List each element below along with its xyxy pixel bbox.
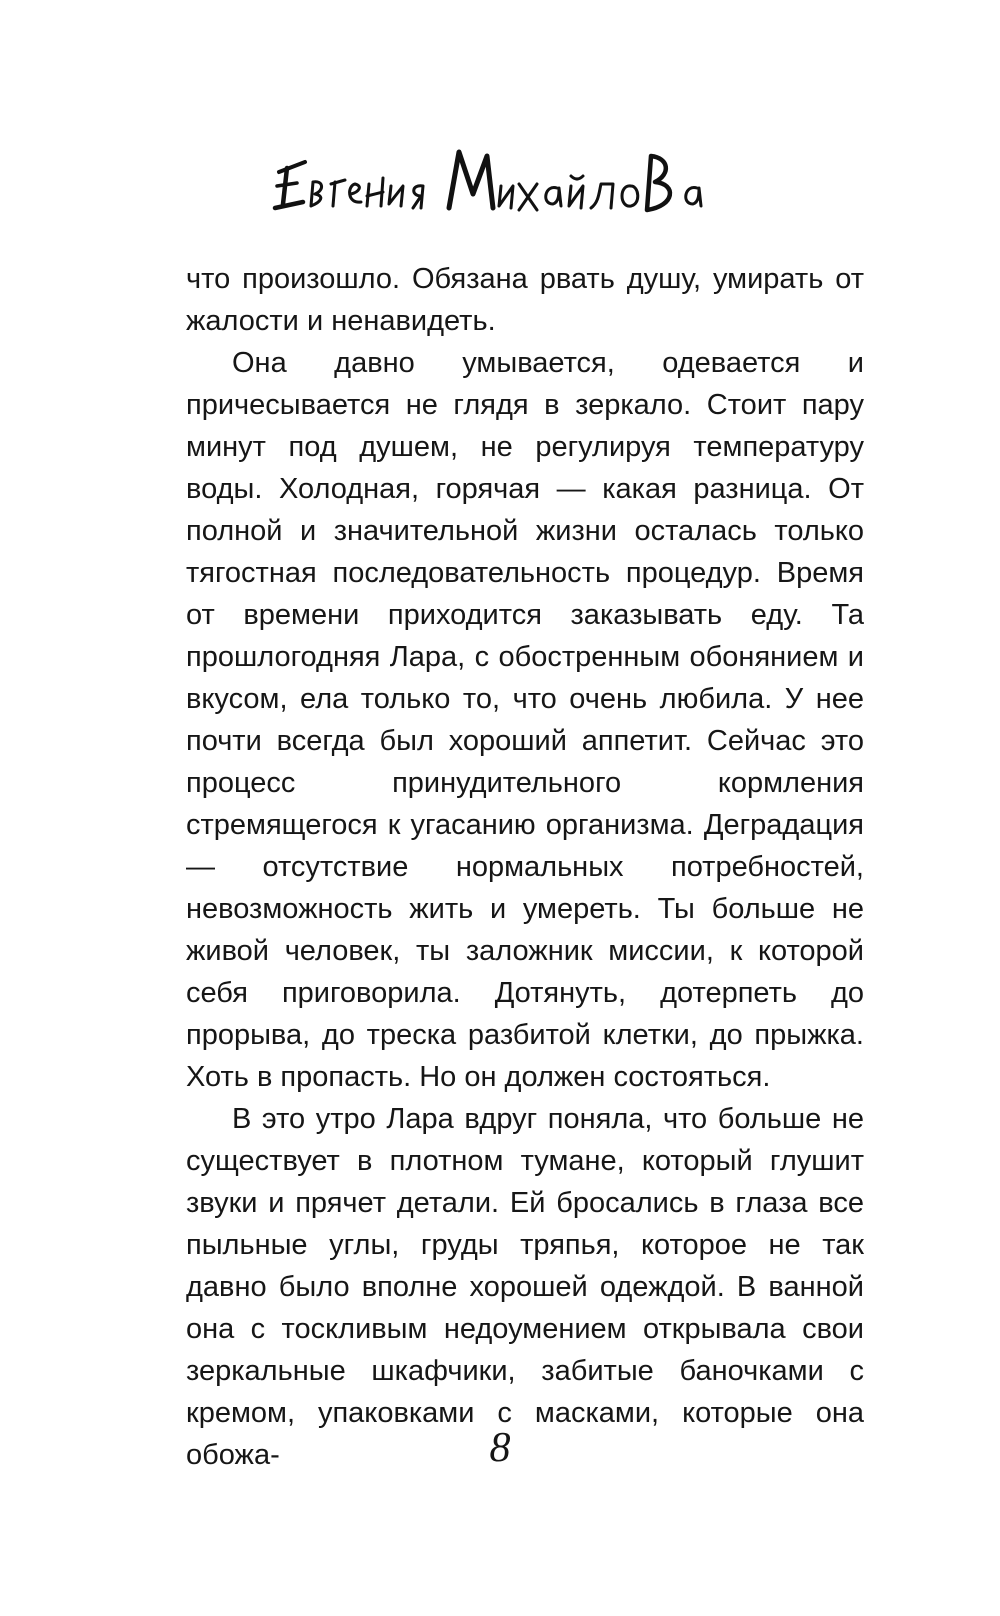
author-name-handwritten — [265, 142, 735, 232]
page-number: 8 — [489, 1425, 511, 1471]
running-head-author — [0, 142, 1000, 237]
body-text — [186, 258, 864, 1476]
paragraph-3: В это утро Лара вдруг поняла, что больше не существует в плотном тумане, который глушит звуки и прячет детали. Ей бросались в глаза все пыльные углы, груды тряпья, которое не так давно было вполне хорошей одеждой. В ванной она с тоскливым недоумением открывала свои зеркальные шкафчики, забитые баночками с кремом, упаковками с масками, которые она обожа- — [186, 1103, 864, 1471]
paragraph-1: что произошло. Обязана рвать душу, умирать от жалости и ненавидеть. — [186, 263, 864, 337]
paragraph-2: Она давно умывается, одевается и причесывается не глядя в зеркало. Стоит пару минут под душем, не регулируя температуру воды. Холодная, горячая — какая разница. От полной и значительной жизни осталась только тягостная последовательность процедур. Время от времени приходится заказывать еду. Та прошлогодняя Лара, с обостренным обонянием и вкусом, ела только то, что очень любила. У нее почти всегда был хороший аппетит. Сейчас это процесс принудительного кормления стремящегося к угасанию организма. Деградация — отсутствие нормальных потребностей, невозможность жить и умереть. Ты больше не живой человек, ты заложник миссии, к которой себя приговорила. Дотянуть, дотерпеть до прорыва, до треска разбитой клетки, до прыжка. Хоть в пропасть. Но он должен состояться. — [186, 347, 864, 1093]
